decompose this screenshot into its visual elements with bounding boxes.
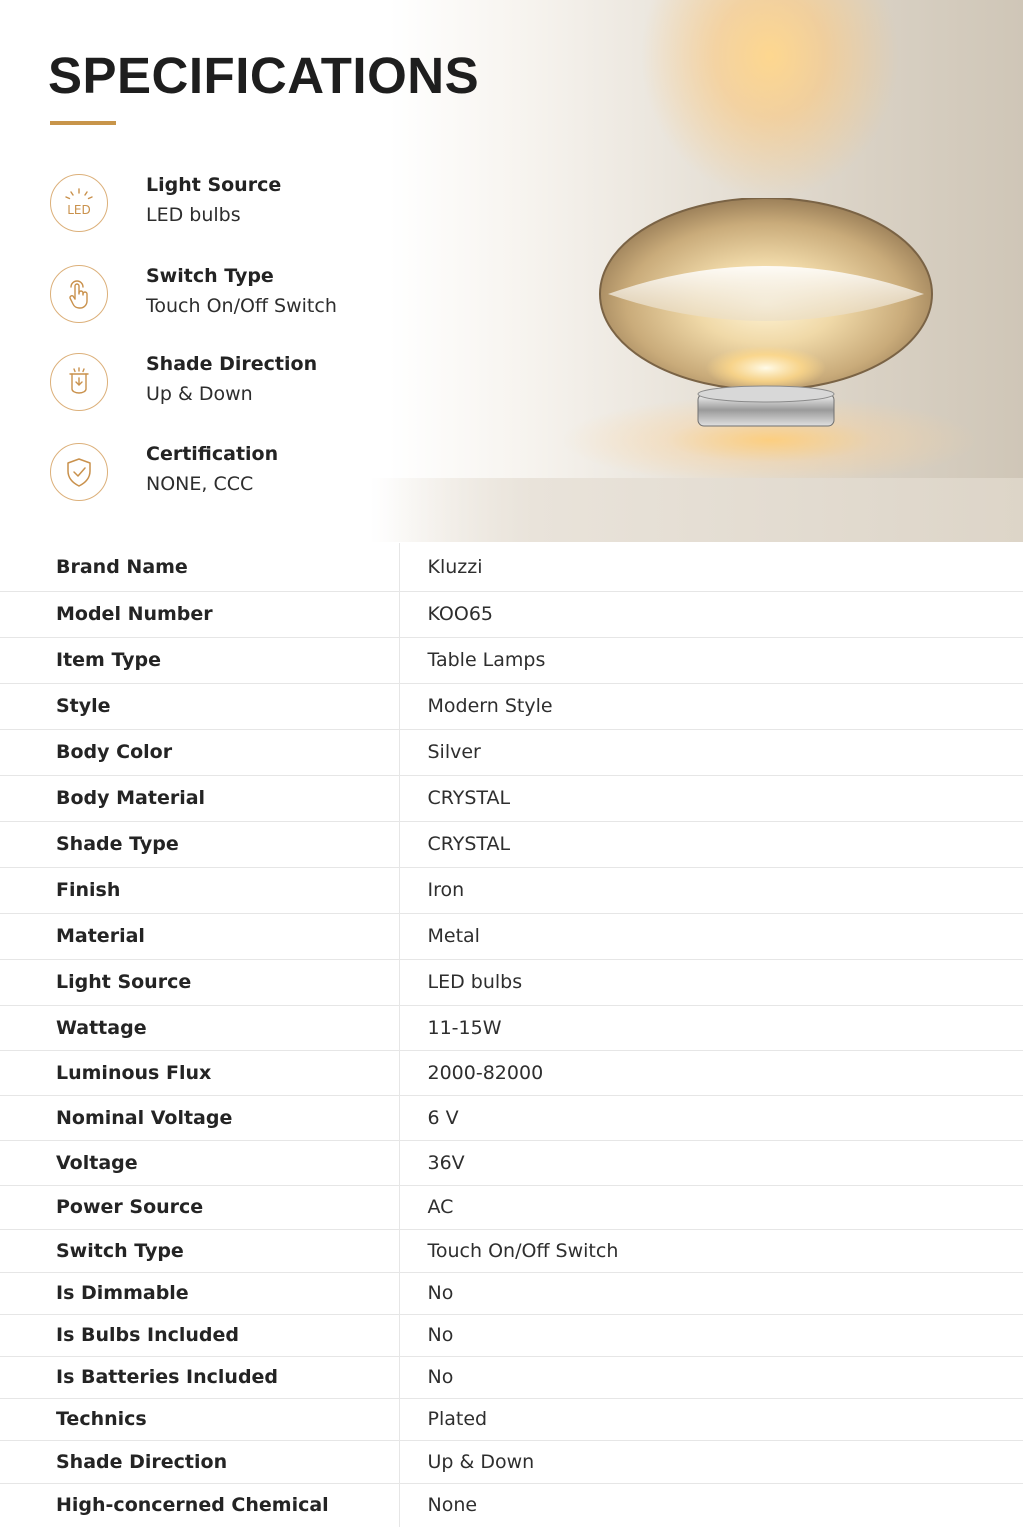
spec-value: LED bulbs <box>399 959 1023 1005</box>
spec-value: 6 V <box>399 1095 1023 1140</box>
feature-switch-type <box>50 265 370 329</box>
shield-check-icon <box>50 443 108 501</box>
page-title: SPECIFICATIONS <box>48 47 480 104</box>
feature-label: Light Source <box>146 174 282 196</box>
table-row <box>0 1095 1023 1140</box>
specifications-hero <box>0 0 1023 542</box>
feature-label: Shade Direction <box>146 353 318 375</box>
spec-value: 36V <box>399 1140 1023 1185</box>
spec-value: Silver <box>399 729 1023 775</box>
spec-key: Nominal Voltage <box>0 1095 399 1140</box>
table-row <box>0 1229 1023 1272</box>
specifications-table <box>0 543 1023 1527</box>
table-row <box>0 821 1023 867</box>
table-row <box>0 1440 1023 1483</box>
table-row <box>0 1140 1023 1185</box>
table-row <box>0 543 1023 591</box>
spec-key: High-concerned Chemical <box>0 1483 399 1527</box>
spec-value: No <box>399 1272 1023 1314</box>
spec-value: Metal <box>399 913 1023 959</box>
spec-key: Shade Type <box>0 821 399 867</box>
led-icon <box>50 174 108 232</box>
feature-value: LED bulbs <box>146 204 241 226</box>
feature-value: NONE, CCC <box>146 473 254 495</box>
table-row <box>0 775 1023 821</box>
spec-value: Up & Down <box>399 1440 1023 1483</box>
spec-value: No <box>399 1314 1023 1356</box>
light-glow <box>640 0 900 200</box>
spec-value: Iron <box>399 867 1023 913</box>
spec-key: Voltage <box>0 1140 399 1185</box>
spec-key: Light Source <box>0 959 399 1005</box>
feature-certification <box>50 443 370 507</box>
feature-shade-direction <box>50 353 370 417</box>
spec-key: Brand Name <box>0 543 399 591</box>
table-row <box>0 867 1023 913</box>
table-row <box>0 729 1023 775</box>
table-row <box>0 1314 1023 1356</box>
feature-label: Certification <box>146 443 279 465</box>
spec-key: Technics <box>0 1398 399 1440</box>
spec-key: Body Material <box>0 775 399 821</box>
feature-label: Switch Type <box>146 265 274 287</box>
table-row <box>0 1483 1023 1527</box>
spec-key: Material <box>0 913 399 959</box>
spec-value: Modern Style <box>399 683 1023 729</box>
spec-key: Wattage <box>0 1005 399 1050</box>
spec-value: CRYSTAL <box>399 821 1023 867</box>
feature-value: Touch On/Off Switch <box>146 295 337 317</box>
table-row <box>0 1272 1023 1314</box>
table-row <box>0 1050 1023 1095</box>
spec-value: 11-15W <box>399 1005 1023 1050</box>
spec-value: None <box>399 1483 1023 1527</box>
table-row <box>0 959 1023 1005</box>
spec-value: Table Lamps <box>399 637 1023 683</box>
spec-key: Shade Direction <box>0 1440 399 1483</box>
table-row <box>0 591 1023 637</box>
shelf-surface <box>370 478 1023 542</box>
crystal-table-lamp-image <box>598 198 934 438</box>
spec-key: Is Batteries Included <box>0 1356 399 1398</box>
spec-key: Power Source <box>0 1185 399 1229</box>
spec-value: Kluzzi <box>427 555 483 578</box>
spec-key: Item Type <box>0 637 399 683</box>
spec-key: Luminous Flux <box>0 1050 399 1095</box>
title-underline <box>50 121 116 125</box>
shade-direction-icon <box>50 353 108 411</box>
table-row <box>0 637 1023 683</box>
spec-key: Finish <box>0 867 399 913</box>
table-row <box>0 1356 1023 1398</box>
spec-value: CRYSTAL <box>399 775 1023 821</box>
table-row <box>0 1005 1023 1050</box>
spec-key: Style <box>0 683 399 729</box>
table-row <box>0 683 1023 729</box>
led-icon-text: LED <box>67 203 91 217</box>
spec-key: Is Dimmable <box>0 1272 399 1314</box>
spec-value: KOO65 <box>399 591 1023 637</box>
spec-key: Model Number <box>0 591 399 637</box>
spec-key: Body Color <box>0 729 399 775</box>
spec-value: 2000-82000 <box>399 1050 1023 1095</box>
table-row <box>0 913 1023 959</box>
feature-light-source <box>50 174 370 238</box>
table-row <box>0 1185 1023 1229</box>
feature-value: Up & Down <box>146 383 253 405</box>
spec-value: Touch On/Off Switch <box>399 1229 1023 1272</box>
spec-value: Plated <box>399 1398 1023 1440</box>
spec-value: AC <box>399 1185 1023 1229</box>
table-row <box>0 1398 1023 1440</box>
touch-hand-icon <box>50 265 108 323</box>
spec-key: Switch Type <box>0 1229 399 1272</box>
spec-key: Is Bulbs Included <box>0 1314 399 1356</box>
spec-value: No <box>399 1356 1023 1398</box>
